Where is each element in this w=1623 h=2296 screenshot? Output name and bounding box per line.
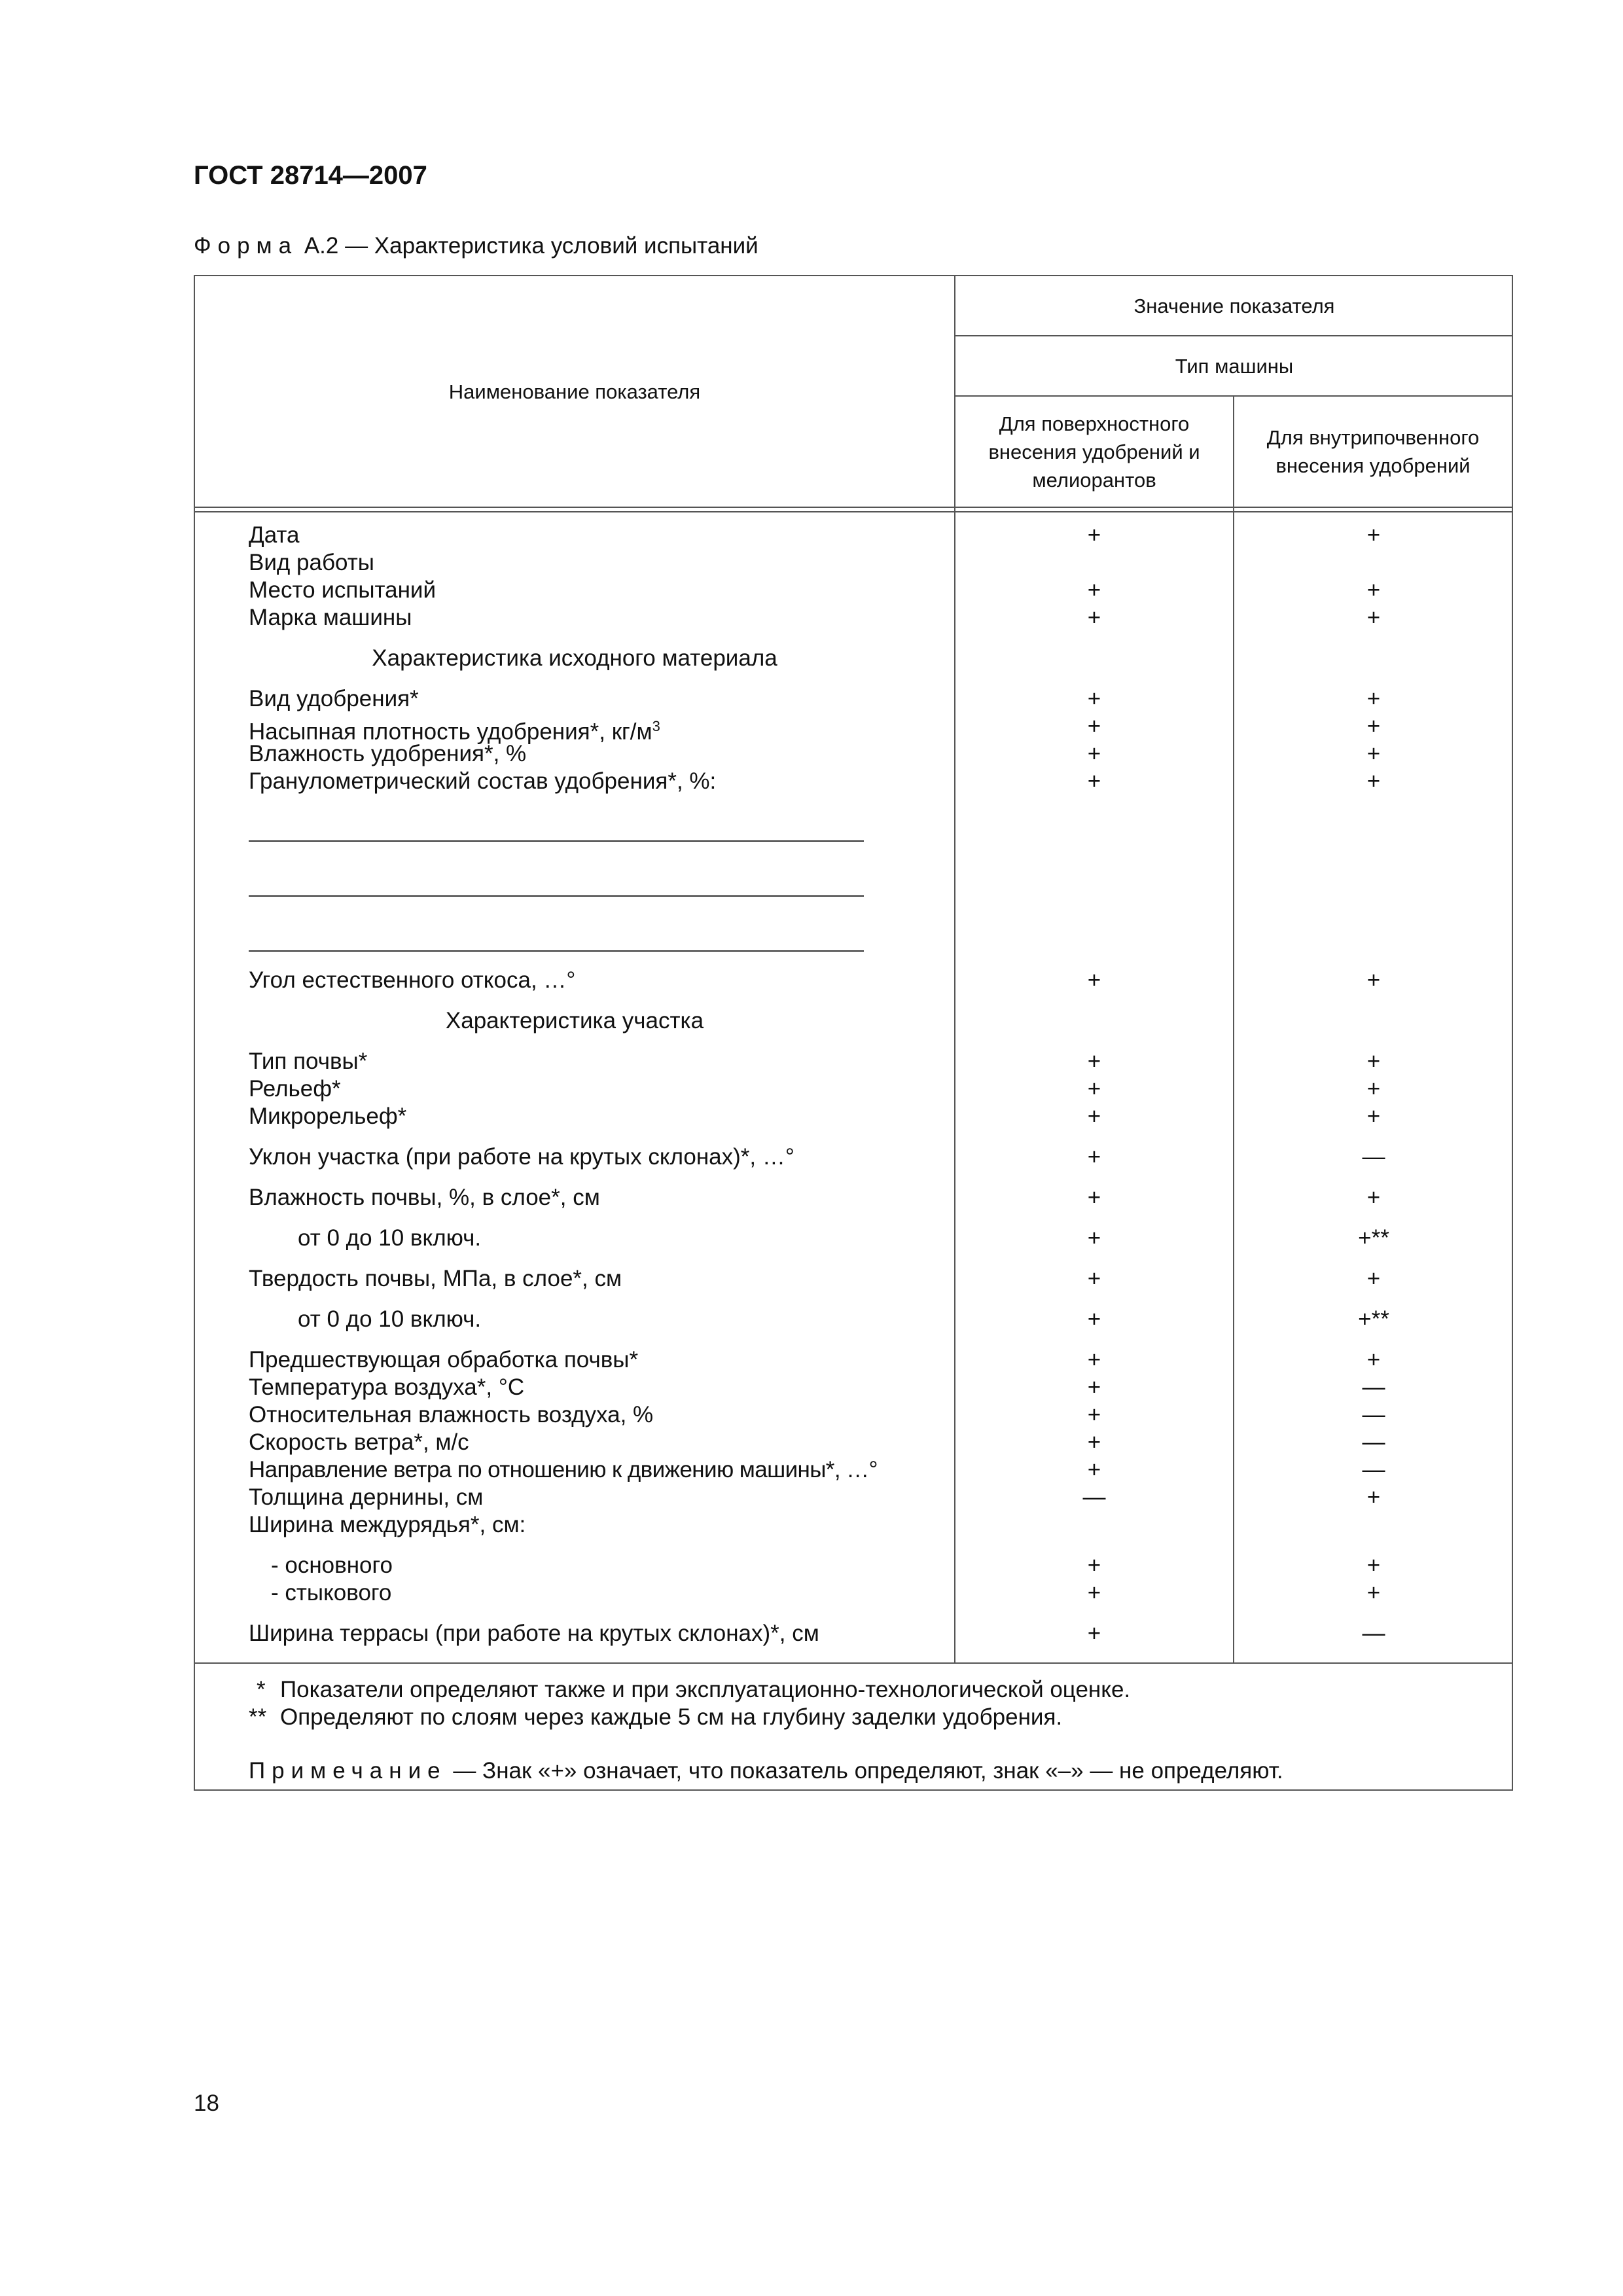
row-value-surface: + — [1087, 1076, 1101, 1102]
row-value-surface: + — [1087, 1185, 1101, 1210]
row-value-subsoil: + — [1366, 577, 1381, 603]
row-label: Предшествующая обработка почвы* — [249, 1347, 639, 1372]
row-label: Гранулометрический состав удобрения*, %: — [249, 768, 717, 794]
row-value-subsoil: — — [1362, 1402, 1385, 1427]
row-label-indented: от 0 до 10 включ. — [298, 1306, 482, 1332]
row-label: Место испытаний — [249, 577, 437, 603]
header-name-column: Наименование показателя — [448, 380, 701, 403]
superscript: 3 — [652, 718, 660, 734]
note-text: — Знак «+» означает, что показатель определяют, знак «–» — не определяют. — [453, 1758, 1283, 1784]
row-value-surface: + — [1087, 686, 1101, 711]
row-value-surface: + — [1087, 1049, 1101, 1074]
row-label: Ширина междурядья*, см: — [249, 1512, 526, 1537]
row-label-indented: - основного — [271, 1552, 393, 1578]
row-value-subsoil: + — [1366, 1580, 1381, 1605]
row-label-indented: от 0 до 10 включ. — [298, 1225, 482, 1251]
row-value-subsoil: + — [1366, 1049, 1381, 1074]
row-label: Толщина дернины, см — [249, 1484, 484, 1510]
row-value-subsoil: + — [1366, 686, 1381, 711]
header-machine-type: Тип машины — [1175, 354, 1294, 378]
row-value-surface: + — [1087, 713, 1101, 739]
form-title — [194, 233, 758, 259]
row-value-subsoil: + — [1366, 1552, 1381, 1578]
row-label: Твердость почвы, МПа, в слое*, см — [249, 1266, 622, 1291]
row-value-subsoil: + — [1366, 1484, 1381, 1510]
footnote-1-text: Показатели определяют также и при эксплуатационно-технологической оценке. — [280, 1677, 1131, 1702]
row-value-subsoil: + — [1366, 768, 1381, 794]
row-value-surface: + — [1087, 1374, 1101, 1400]
row-value-subsoil: + — [1366, 1103, 1381, 1129]
row-value-subsoil: — — [1362, 1374, 1385, 1400]
row-value-subsoil: + — [1366, 741, 1381, 766]
row-label: Дата — [249, 522, 300, 548]
row-value-subsoil: + — [1366, 967, 1381, 993]
note-label: Примечание — [249, 1758, 447, 1784]
row-value-surface: + — [1087, 1429, 1101, 1455]
footnote-2-mark: ** — [249, 1704, 267, 1730]
section-heading: Характеристика исходного материала — [372, 645, 777, 671]
row-value-subsoil: + — [1366, 1266, 1381, 1291]
row-value-surface: — — [1082, 1484, 1106, 1510]
row-value-subsoil: — — [1362, 1621, 1385, 1646]
row-label-indented: - стыкового — [271, 1580, 392, 1605]
form-label: Форма — [194, 233, 298, 259]
footnote-2-text: Определяют по слоям через каждые 5 см на глубину заделки удобрения. — [280, 1704, 1063, 1730]
row-value-surface: + — [1087, 967, 1101, 993]
row-value-subsoil: + — [1366, 1076, 1381, 1102]
row-value-surface: + — [1087, 1144, 1101, 1170]
row-value-subsoil: +** — [1358, 1306, 1389, 1332]
section-heading: Характеристика участка — [445, 1008, 704, 1033]
row-value-subsoil: + — [1366, 713, 1381, 739]
row-label: Марка машины — [249, 605, 412, 630]
row-label: Температура воздуха*, °С — [249, 1374, 525, 1400]
footnote-1-mark: * — [257, 1677, 266, 1702]
row-value-surface: + — [1087, 1580, 1101, 1605]
row-label: Угол естественного откоса, …° — [249, 967, 576, 993]
row-label: Скорость ветра*, м/с — [249, 1429, 469, 1455]
row-value-subsoil: +** — [1358, 1225, 1389, 1251]
row-label: Уклон участка (при работе на крутых склонах)*, …° — [249, 1144, 794, 1170]
body-bottom-rule — [194, 1662, 1513, 1664]
row-value-surface: + — [1087, 1457, 1101, 1482]
row-value-subsoil: + — [1366, 605, 1381, 630]
row-value-surface: + — [1087, 605, 1101, 630]
row-value-surface: + — [1087, 1266, 1101, 1291]
header-surface-column: Для поверхностного внесения удобрений и мелиорантов — [988, 412, 1200, 492]
row-label: Влажность удобрения*, % — [249, 741, 527, 766]
row-label-text: Насыпная плотность удобрения*, кг/м — [249, 719, 652, 745]
blank-line — [249, 840, 864, 842]
row-value-subsoil: — — [1362, 1457, 1385, 1482]
row-value-surface: + — [1087, 1552, 1101, 1578]
header-value-group: Значение показателя — [1133, 294, 1335, 317]
row-value-surface: + — [1087, 577, 1101, 603]
row-value-surface: + — [1087, 768, 1101, 794]
form-title-text: А.2 — Характеристика условий испытаний — [304, 233, 758, 259]
row-value-subsoil: + — [1366, 1185, 1381, 1210]
row-value-surface: + — [1087, 522, 1101, 548]
row-value-surface: + — [1087, 1621, 1101, 1646]
row-value-surface: + — [1087, 1103, 1101, 1129]
row-value-subsoil: + — [1366, 1347, 1381, 1372]
row-value-surface: + — [1087, 1347, 1101, 1372]
blank-line — [249, 950, 864, 952]
blank-line — [249, 895, 864, 897]
row-label: Вид удобрения* — [249, 686, 419, 711]
row-value-surface: + — [1087, 741, 1101, 766]
row-value-subsoil: — — [1362, 1429, 1385, 1455]
page-number: 18 — [194, 2090, 219, 2116]
row-value-subsoil: + — [1366, 522, 1381, 548]
table-note — [249, 1758, 1283, 1784]
header-bottom-rule-double — [194, 511, 1513, 512]
row-value-subsoil: — — [1362, 1144, 1385, 1170]
row-label: Рельеф* — [249, 1076, 341, 1102]
row-label: Тип почвы* — [249, 1049, 368, 1074]
row-label: Ширина террасы (при работе на крутых склонах)*, см — [249, 1621, 819, 1646]
document-code: ГОСТ 28714—2007 — [194, 161, 427, 190]
row-label: Относительная влажность воздуха, % — [249, 1402, 654, 1427]
row-value-surface: + — [1087, 1225, 1101, 1251]
header-bottom-rule — [194, 507, 1513, 508]
row-label: Вид работы — [249, 550, 374, 575]
header-subsoil-column: Для внутрипочвенного внесения удобрений — [1266, 426, 1480, 477]
row-label: Микрорельеф* — [249, 1103, 407, 1129]
row-label: Влажность почвы, %, в слое*, см — [249, 1185, 600, 1210]
row-label: Направление ветра по отношению к движению машины*, …° — [249, 1457, 878, 1482]
row-value-surface: + — [1087, 1402, 1101, 1427]
row-value-surface: + — [1087, 1306, 1101, 1332]
